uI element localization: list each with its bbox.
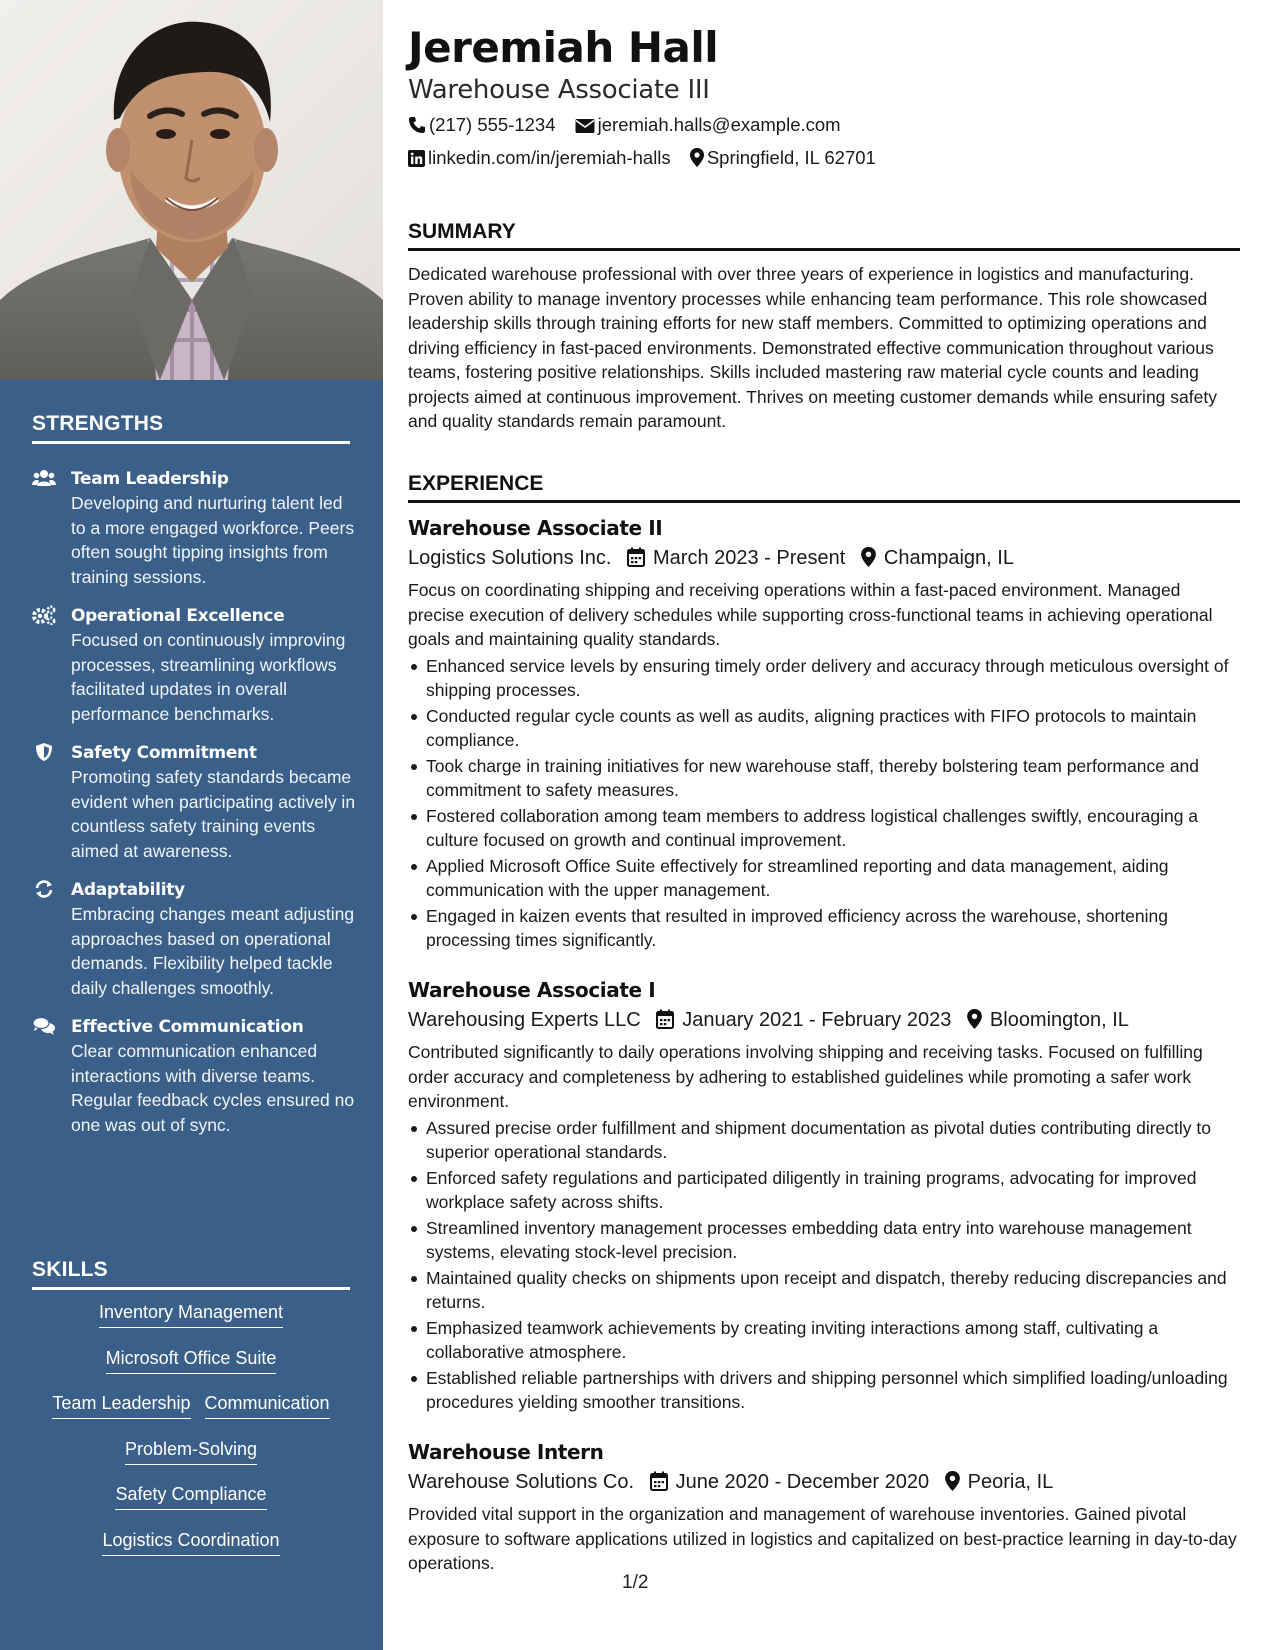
location-pin-icon bbox=[967, 1009, 982, 1029]
strengths-title: STRENGTHS bbox=[32, 412, 350, 444]
list-item: Took charge in training initiatives for new warehouse staff, thereby bolstering team performance and commitment to safety measures. bbox=[408, 754, 1240, 803]
skill-tag: Safety Compliance bbox=[115, 1482, 266, 1510]
users-icon bbox=[32, 468, 56, 488]
job-company: Warehousing Experts LLC bbox=[408, 1009, 641, 1031]
job-title: Warehouse Associate I bbox=[408, 978, 656, 1002]
linkedin-text[interactable]: linkedin.com/in/jeremiah-halls bbox=[428, 147, 671, 168]
list-item: Emphasized teamwork achievements by creating inviting interactions among staff, cultivating a collaborative atmosphere. bbox=[408, 1316, 1240, 1365]
list-item: Established reliable partnerships with drivers and shipping personnel which simplified loading/unloading procedures yielding smoother transitions. bbox=[408, 1366, 1240, 1415]
strengths-list bbox=[32, 467, 357, 1152]
strength-desc: Promoting safety standards became evident when participating actively in countless safety training events aimed at awareness. bbox=[71, 767, 356, 861]
job-entry bbox=[408, 1437, 1240, 1576]
strength-title: Operational Excellence bbox=[71, 606, 285, 626]
skill-tag: Problem-Solving bbox=[125, 1437, 257, 1465]
job-dates: January 2021 - February 2023 bbox=[682, 1009, 952, 1031]
job-entry bbox=[408, 975, 1240, 1416]
job-title: Warehouse Intern bbox=[408, 1440, 604, 1464]
sidebar bbox=[0, 0, 383, 1650]
skill-tag: Communication bbox=[205, 1391, 330, 1419]
strength-title: Safety Commitment bbox=[71, 743, 257, 763]
list-item: Applied Microsoft Office Suite effectively for streamlined reporting and data management, aiding communication with the upper management. bbox=[408, 854, 1240, 903]
job-location: Peoria, IL bbox=[967, 1471, 1054, 1493]
list-item: Streamlined inventory management processes embedding data entry into warehouse management systems, elevating stock-level precision. bbox=[408, 1216, 1240, 1265]
strength-item bbox=[32, 467, 357, 589]
strength-desc: Developing and nurturing talent led to a more engaged workforce. Peers often sought tipping insights from training sessions. bbox=[71, 493, 355, 587]
contact-row bbox=[408, 145, 890, 171]
job-bullets bbox=[408, 1116, 1240, 1415]
skills-title: SKILLS bbox=[32, 1258, 350, 1290]
sync-icon bbox=[32, 879, 56, 899]
candidate-role: Warehouse Associate III bbox=[408, 75, 710, 105]
email-text[interactable]: jeremiah.halls@example.com bbox=[597, 114, 841, 135]
experience-title: EXPERIENCE bbox=[408, 472, 1240, 503]
list-item: Engaged in kaizen events that resulted in improved efficiency across the warehouse, shortening processing times significantly. bbox=[408, 904, 1240, 953]
calendar-icon bbox=[656, 1009, 674, 1029]
page-number: 1/2 bbox=[622, 1572, 649, 1593]
job-description: Focus on coordinating shipping and receiving operations within a fast-paced environment. Managed precise execution of delivery schedules while supporting cross-functional teams in achieving operational goals and maintaining quality standards. bbox=[408, 580, 1213, 649]
gears-icon bbox=[32, 605, 56, 625]
candidate-name: Jeremiah Hall bbox=[408, 23, 719, 72]
list-item: Conducted regular cycle counts as well as audits, aligning practices with FIFO protocols to maintain compliance. bbox=[408, 704, 1240, 753]
job-description: Provided vital support in the organization and management of warehouse inventories. Gained pivotal exposure to software applications utilized in logistics and capitalized on best-practice learning in day-to-day operations. bbox=[408, 1504, 1237, 1573]
job-bullets bbox=[408, 654, 1240, 953]
profile-photo bbox=[0, 0, 383, 380]
summary-title: SUMMARY bbox=[408, 220, 1240, 251]
calendar-icon bbox=[627, 547, 645, 567]
job-company: Warehouse Solutions Co. bbox=[408, 1471, 635, 1493]
skills-list bbox=[32, 1300, 350, 1573]
location-pin-icon bbox=[945, 1471, 960, 1491]
job-meta bbox=[408, 543, 1240, 573]
shield-icon bbox=[32, 742, 56, 762]
job-location: Champaign, IL bbox=[883, 547, 1014, 569]
skill-tag: Logistics Coordination bbox=[102, 1528, 279, 1556]
job-dates: June 2020 - December 2020 bbox=[675, 1471, 930, 1493]
strength-title: Adaptability bbox=[71, 880, 185, 900]
phone-text[interactable]: (217) 555-1234 bbox=[429, 114, 556, 135]
calendar-icon bbox=[650, 1471, 668, 1491]
phone-icon bbox=[408, 116, 426, 134]
job-meta bbox=[408, 1467, 1240, 1497]
job-description: Contributed significantly to daily operations involving shipping and receiving tasks. Focused on fulfilling order accuracy and completeness by adhering to established guidelines while promoting a safer work environment. bbox=[408, 1042, 1203, 1111]
strength-item bbox=[32, 741, 357, 863]
list-item: Assured precise order fulfillment and shipment documentation as pivotal duties contributing directly to superior operational standards. bbox=[408, 1116, 1240, 1165]
list-item: Fostered collaboration among team members to address logistical challenges swiftly, encouraging a culture focused on growth and continual improvement. bbox=[408, 804, 1240, 853]
summary-text: Dedicated warehouse professional with over three years of experience in logistics and manufacturing. Proven ability to manage inventory processes while enhancing team performance. This role showcased leadership skills through training efforts for new staff members. Committed to optimizing operations and driving efficiency in fast-paced environments. Demonstrated effective communication throughout various teams, fostering positive relationships. Skills included mastering raw material cycle counts and leading projects aimed at continuous improvement. Thrives on meeting customer demands while ensuring safety and quality standards remain paramount. bbox=[408, 264, 1217, 431]
envelope-icon bbox=[575, 118, 595, 134]
strength-desc: Clear communication enhanced interactions with diverse teams. Regular feedback cycles ensured no one was out of sync. bbox=[71, 1041, 355, 1135]
job-meta bbox=[408, 1005, 1240, 1035]
strength-item bbox=[32, 1015, 357, 1137]
list-item: Enforced safety regulations and participated diligently in training programs, advocating for improved workplace safety across shifts. bbox=[408, 1166, 1240, 1215]
contact-row bbox=[408, 112, 855, 138]
job-dates: March 2023 - Present bbox=[653, 547, 846, 569]
skill-tag: Microsoft Office Suite bbox=[106, 1346, 277, 1374]
list-item: Enhanced service levels by ensuring timely order delivery and accuracy through meticulous oversight of shipping processes. bbox=[408, 654, 1240, 703]
job-company: Logistics Solutions Inc. bbox=[408, 547, 612, 569]
skill-tag: Inventory Management bbox=[99, 1300, 283, 1328]
skill-tag: Team Leadership bbox=[52, 1391, 190, 1419]
job-entry bbox=[408, 513, 1240, 954]
list-item: Maintained quality checks on shipments upon receipt and dispatch, thereby reducing discrepancies and returns. bbox=[408, 1266, 1240, 1315]
location-pin-icon bbox=[861, 547, 876, 567]
job-title: Warehouse Associate II bbox=[408, 516, 663, 540]
chat-icon bbox=[32, 1016, 56, 1036]
job-location: Bloomington, IL bbox=[989, 1009, 1129, 1031]
strength-desc: Focused on continuously improving processes, streamlining workflows facilitated updates in overall performance benchmarks. bbox=[71, 630, 346, 724]
strength-title: Team Leadership bbox=[71, 469, 229, 489]
strength-desc: Embracing changes meant adjusting approaches based on operational demands. Flexibility helped tackle daily challenges smoothly. bbox=[71, 904, 355, 998]
location-pin-icon bbox=[690, 148, 704, 167]
strength-item bbox=[32, 604, 357, 726]
strength-item bbox=[32, 878, 357, 1000]
linkedin-icon bbox=[408, 150, 425, 167]
strength-title: Effective Communication bbox=[71, 1017, 304, 1037]
location-text: Springfield, IL 62701 bbox=[706, 147, 876, 168]
